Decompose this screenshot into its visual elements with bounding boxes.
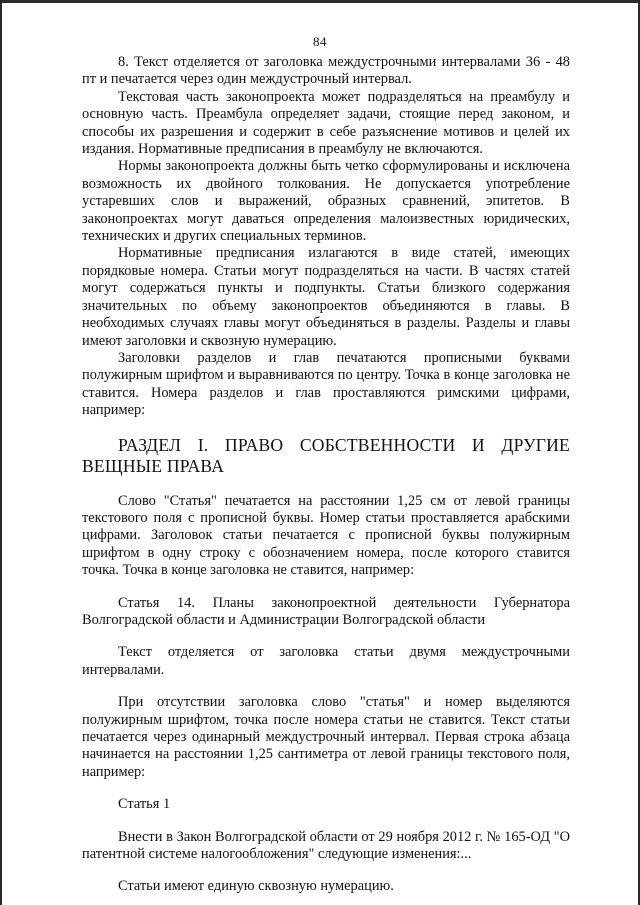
paragraph-no-heading: При отсутствии заголовка слово "статья" и номер выделяются полужирным шрифтом, точка после номера статьи не ставится. Текст статьи печатается через одинарный междустрочный интервал. Первая строка абзаца начинается на расстоянии 1,25 сантиметра от левой границы текстового поля, например:	[82, 694, 570, 780]
amendment-example: Внести в Закон Волгоградской области от 29 ноября 2012 г. № 165-ОД "О патентной системе налогообложения" следующие изменения:...	[82, 828, 570, 863]
scan-border-top	[0, 0, 640, 3]
article-heading-example: Статья 14. Планы законопроектной деятельности Губернатора Волгоградской области и Администрации Волгоградской области	[82, 594, 570, 628]
paragraph-numbering: Статьи имеют единую сквозную нумерацию.	[118, 878, 394, 895]
paragraph-article-spacing: Текст отделяется от заголовка статьи двумя междустрочными интервалами.	[82, 644, 570, 678]
paragraph-section-headings: Заголовки разделов и глав печатаются прописными буквами полужирным шрифтом и выравниваются по центру. Точка в конце заголовка не ставится. Номера разделов и глав проставляются римскими цифрами, например:	[82, 349, 570, 419]
article-number-example: Статья 1	[118, 796, 171, 813]
paragraph-preamble: Текстовая часть законопроекта может подразделяться на преамбулу и основную часть. Преамбула определяет задачи, стоящие перед законом, и способы их разрешения и содержит в себе разъяснение мотивов и целей их издания. Нормативные предписания в преамбулу не включаются.	[82, 88, 570, 158]
page-number: 84	[313, 34, 327, 49]
paragraph-articles: Нормативные предписания излагаются в виде статей, имеющих порядковые номера. Статьи могут подразделяться на части. В частях статей могут содержаться пункты и подпункты. Статьи близкого содержания значительных по объему законопроектов объединяются в главы. В необходимых случаях главы могут объединяться в разделы. Разделы и главы имеют заголовки и сквозную нумерацию.	[82, 245, 570, 349]
section-heading-example: РАЗДЕЛ I. ПРАВО СОБСТВЕННОСТИ И ДРУГИЕ ВЕЩНЫЕ ПРАВА	[82, 434, 570, 476]
paragraph-text-spacing: 8. Текст отделяется от заголовка междустрочными интервалами 36 - 48 пт и печатается через один междустрочный интервал.	[82, 54, 570, 88]
paragraph-norms: Нормы законопроекта должны быть четко сформулированы и исключена возможность их двойного толкования. Не допускается употребление устаревших слов и выражений, образных сравнений, эпитетов. В законопроектах могут даваться определения малоизвестных юридических, технических и других специальных терминов.	[82, 158, 570, 245]
paragraph-article-word: Слово "Статья" печатается на расстоянии 1,25 см от левой границы текстового поля с прописной буквы. Номер статьи проставляется арабскими цифрами. Заголовок статьи печатается с прописной буквы полужирным шрифтом в одну строку с обозначением номера, после которого ставится точка. Точка в конце заголовка не ставится, например:	[82, 492, 570, 579]
scan-border-left	[0, 0, 2, 905]
document-body	[82, 54, 570, 896]
